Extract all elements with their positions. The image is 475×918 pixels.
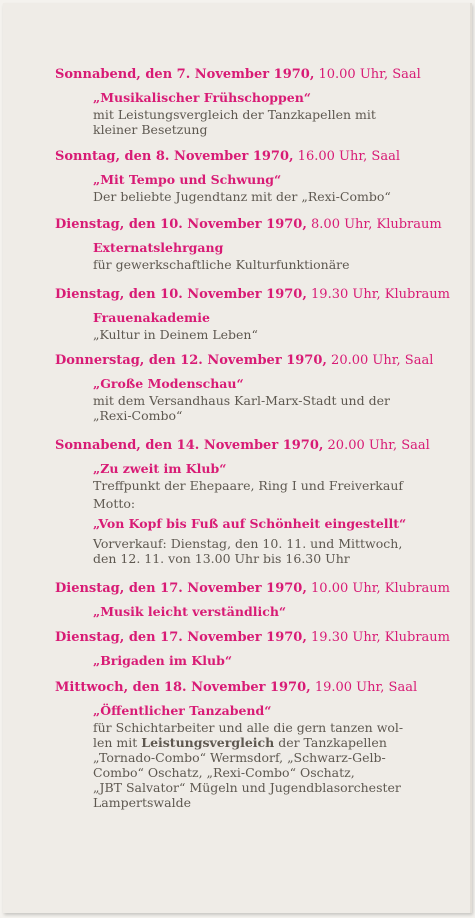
event-description: Treffpunkt der Ehepaare, Ring I und Freiverkauf xyxy=(93,478,404,493)
event-title: Externatslehrgang xyxy=(93,240,224,255)
event-date-day: Dienstag, den 10. November 1970, xyxy=(55,287,307,302)
event-date-time: 20.00 Uhr, Saal xyxy=(326,353,434,368)
event-date xyxy=(55,216,442,233)
event-date-time: 8.00 Uhr, Klubraum xyxy=(306,217,442,232)
event-date xyxy=(55,352,435,369)
event-date xyxy=(55,629,450,646)
event-description: mit Leistungsvergleich der Tanzkapellen mit kleiner Besetzung xyxy=(93,107,376,137)
event-title: „Musikalischer Frühschoppen“ xyxy=(93,90,311,105)
event-description-part: für Schichtarbeiter und alle die gern tanzen wol- len mit xyxy=(93,720,404,750)
event-entry xyxy=(55,580,450,620)
event-date-time: 10.00 Uhr, Saal xyxy=(314,67,421,82)
event-date-day: Sonnabend, den 14. November 1970, xyxy=(55,438,324,453)
event-motto: „Von Kopf bis Fuß auf Schönheit eingestellt“ xyxy=(93,516,407,531)
event-date-time: 10.00 Uhr, Klubraum xyxy=(306,581,450,596)
event-description xyxy=(93,720,435,810)
event-date-time: 19.30 Uhr, Klubraum xyxy=(306,287,450,302)
event-date-day: Dienstag, den 17. November 1970, xyxy=(55,581,307,596)
event-date-time: 19.00 Uhr, Saal xyxy=(310,680,418,695)
event-date-day: Dienstag, den 10. November 1970, xyxy=(55,217,307,232)
event-entry xyxy=(55,437,435,566)
event-title: „Große Modenschau“ xyxy=(93,376,244,391)
event-date xyxy=(55,148,435,165)
event-title: Frauenakademie xyxy=(93,310,210,325)
event-title: „Musik leicht verständlich“ xyxy=(93,604,287,619)
event-date-day: Sonnabend, den 7. November 1970, xyxy=(55,67,315,82)
event-entry xyxy=(55,286,450,342)
event-entry xyxy=(55,679,435,810)
event-entry xyxy=(55,148,435,204)
program-sheet xyxy=(3,3,472,913)
event-date xyxy=(55,286,450,303)
event-date-day: Donnerstag, den 12. November 1970, xyxy=(55,353,327,368)
event-title: „Brigaden im Klub“ xyxy=(93,653,233,668)
event-title: „Zu zweit im Klub“ xyxy=(93,461,227,476)
event-date-day: Mittwoch, den 18. November 1970, xyxy=(55,680,311,695)
event-entry xyxy=(55,352,435,423)
event-description: „Kultur in Deinem Leben“ xyxy=(93,327,258,342)
event-entry xyxy=(55,66,435,137)
motto-label: Motto: xyxy=(93,496,136,511)
event-description: für gewerkschaftliche Kulturfunktionäre xyxy=(93,257,350,272)
event-date-time: 19.30 Uhr, Klubraum xyxy=(306,630,450,645)
event-entry xyxy=(55,629,450,669)
event-description: Der beliebte Jugendtanz mit der „Rexi-Combo“ xyxy=(93,189,391,204)
event-title: „Mit Tempo und Schwung“ xyxy=(93,172,282,187)
event-description: mit dem Versandhaus Karl-Marx-Stadt und der „Rexi-Combo“ xyxy=(93,393,390,423)
event-description-part: der Tanzkapellen „Tornado-Combo“ Wermsdorf, „Schwarz-Gelb- Combo“ Oschatz, „Rexi-Combo“ Oschatz, „JBT Salvator“ Mügeln und Jugendblasorchester Lampertswalde xyxy=(93,735,401,810)
event-date xyxy=(55,437,435,454)
event-date-day: Sonntag, den 8. November 1970, xyxy=(55,149,294,164)
event-date xyxy=(55,679,435,696)
event-date xyxy=(55,580,450,597)
event-date xyxy=(55,66,435,83)
event-date-time: 20.00 Uhr, Saal xyxy=(323,438,430,453)
event-description-bold: Leistungsvergleich xyxy=(141,735,275,750)
presale-info: Vorverkauf: Dienstag, den 10. 11. und Mittwoch, den 12. 11. von 13.00 Uhr bis 16.30 Uhr xyxy=(93,536,403,566)
event-date-time: 16.00 Uhr, Saal xyxy=(293,149,400,164)
event-date-day: Dienstag, den 17. November 1970, xyxy=(55,630,307,645)
event-entry xyxy=(55,216,442,272)
event-title: „Öffentlicher Tanzabend“ xyxy=(93,703,272,718)
